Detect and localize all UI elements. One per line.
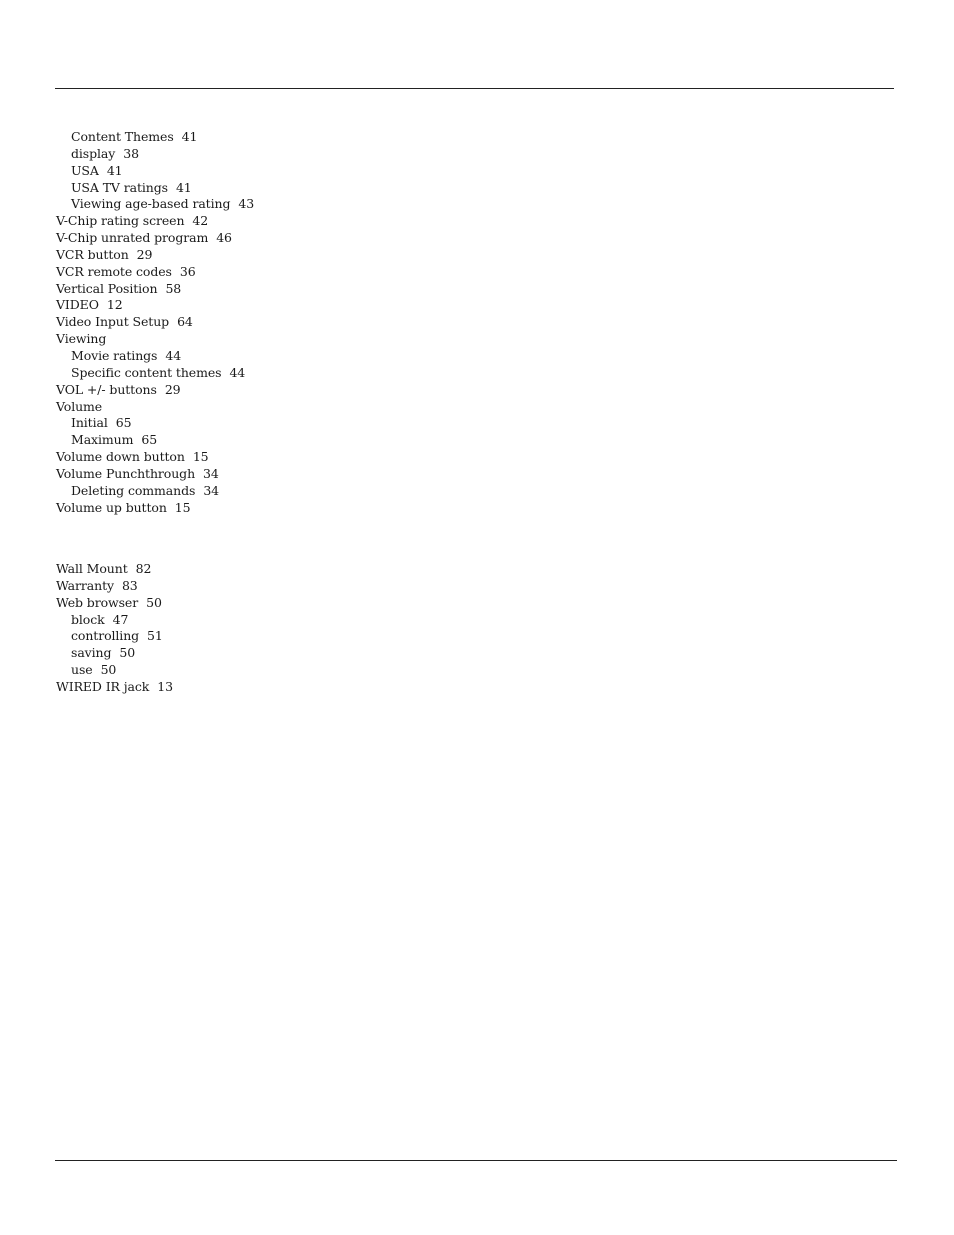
index-page-number: 46 (216, 230, 232, 246)
index-term: Viewing age-based rating (71, 196, 231, 212)
index-page-number: 34 (203, 465, 219, 481)
index-subentry (56, 645, 456, 662)
index-term: VOL +/- buttons (56, 381, 157, 397)
index-page-number: 41 (106, 162, 123, 178)
index-entry (56, 264, 456, 281)
index-term: VCR button (56, 246, 129, 262)
index-subentry (56, 628, 456, 645)
index-entry (56, 399, 456, 416)
index-subentry (56, 612, 456, 629)
index-subentry (56, 163, 456, 180)
index-term: V-Chip rating screen (56, 213, 185, 229)
index-page-number: 51 (147, 628, 163, 644)
index-entry (56, 449, 456, 466)
index-term: Volume (56, 398, 103, 414)
index-term: Volume down button (56, 449, 185, 465)
index-page-number: 41 (175, 179, 192, 195)
index-entry (56, 281, 456, 298)
index-page-number: 13 (157, 678, 173, 694)
index-subentry (56, 129, 456, 146)
index-entry (56, 466, 456, 483)
index-term: Volume Punchthrough (56, 465, 196, 481)
index-subentry (56, 348, 456, 365)
index-term: use (71, 662, 93, 678)
index-subentry (56, 662, 456, 679)
index-page-number: 34 (203, 482, 220, 498)
index-term: Warranty (56, 577, 114, 593)
index-page-number: 83 (121, 577, 138, 593)
index-page-number: 41 (181, 129, 198, 144)
index-subentry (56, 180, 456, 197)
index-entry (56, 247, 456, 264)
index-term: USA TV ratings (71, 179, 168, 195)
index-term: Movie ratings (71, 347, 158, 363)
index-subentry (56, 196, 456, 213)
index-page-number: 43 (238, 196, 255, 212)
index-section-v (56, 129, 456, 516)
index-page-number: 15 (192, 449, 209, 465)
index-term: display (71, 145, 116, 161)
index-subentry (56, 432, 456, 449)
index-term: Deleting commands (71, 482, 196, 498)
index-term: saving (71, 645, 112, 661)
index-term: Vertical Position (56, 280, 158, 296)
index-entry (56, 382, 456, 399)
index-page-number: 65 (115, 415, 132, 431)
index-term: Maximum (71, 432, 134, 448)
index-term: Web browser (56, 594, 139, 610)
index-page-number: 44 (229, 364, 246, 380)
index-entry (56, 230, 456, 247)
index-entry (56, 561, 456, 578)
index-term: USA (71, 162, 99, 178)
index-page-number: 50 (146, 594, 162, 610)
index-entry (56, 297, 456, 314)
index-subentry (56, 146, 456, 163)
index-page-number: 50 (100, 662, 117, 678)
index-term: Specific content themes (71, 364, 222, 380)
index-term: WIRED IR jack (56, 678, 150, 694)
index-term: Content Themes (71, 129, 174, 144)
index-entry (56, 213, 456, 230)
index-subentry (56, 365, 456, 382)
index-term: Video Input Setup (56, 314, 170, 330)
footer-rule (55, 1160, 897, 1161)
index-entry (56, 331, 456, 348)
index-page-number: 12 (106, 297, 123, 313)
index-term: block (71, 611, 105, 627)
index-entry (56, 679, 456, 696)
index-entry (56, 500, 456, 517)
index-page-number: 36 (179, 263, 196, 279)
index-term: Viewing (56, 331, 107, 347)
index-subentry (56, 483, 456, 500)
index-section-w (56, 561, 456, 696)
index-entry (56, 314, 456, 331)
index-entry (56, 595, 456, 612)
index-page-number: 44 (165, 347, 182, 363)
index-page-number: 15 (174, 499, 191, 515)
index-page-number: 64 (177, 314, 193, 330)
index-page-number: 50 (119, 645, 136, 661)
index-entry (56, 578, 456, 595)
index-term: Initial (71, 415, 108, 431)
index-term: V-Chip unrated program (56, 230, 209, 246)
index-page-number: 82 (135, 561, 152, 576)
header-rule (55, 88, 894, 89)
index-page-number: 65 (141, 432, 158, 448)
index-subentry (56, 415, 456, 432)
index-page-number: 42 (192, 213, 209, 229)
index-page-number: 29 (136, 246, 153, 262)
index-page-number: 38 (123, 145, 139, 161)
index-term: Volume up button (56, 499, 167, 515)
index-term: controlling (71, 628, 140, 644)
index-term: Wall Mount (56, 561, 128, 576)
index-term: VIDEO (56, 297, 99, 313)
index-term: VCR remote codes (56, 263, 172, 279)
index-page-number: 47 (112, 611, 129, 627)
index-page-number: 58 (165, 280, 182, 296)
index-page-number: 29 (164, 381, 181, 397)
